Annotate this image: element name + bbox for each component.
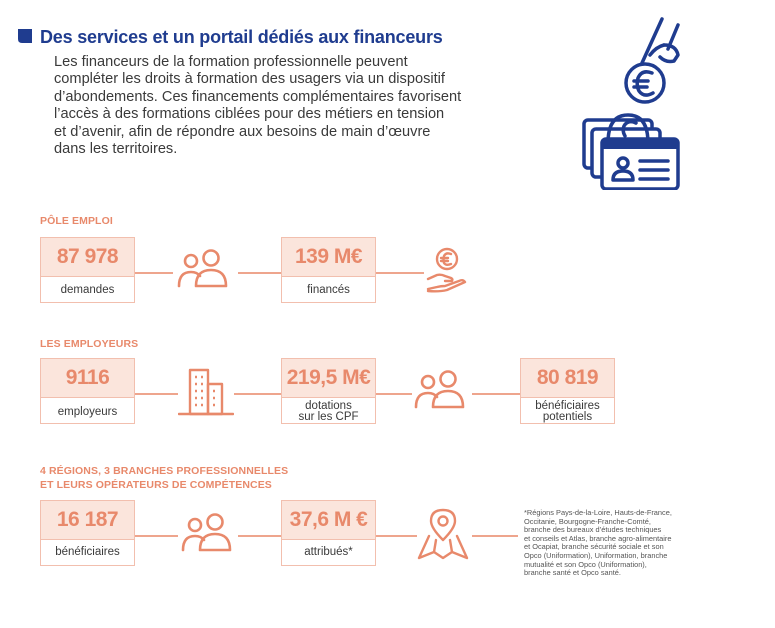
- footnote-line: *Régions Pays-de-la-Loire, Hauts-de-France,: [524, 508, 672, 517]
- footnote-line: branche des bureaux d’études techniques: [524, 525, 662, 535]
- stat-label: financés: [307, 284, 350, 296]
- stat-attribues: [281, 500, 376, 566]
- stat-label: bénéficiaires: [535, 400, 600, 412]
- connector-line: [135, 535, 178, 537]
- stat-label: sur les CPF: [298, 411, 359, 423]
- footnote-line: Opco (Uniformation), Uniformation, branche: [524, 550, 668, 560]
- intro-line: compléter les droits à formation des usagers via un dispositif: [54, 71, 445, 88]
- location-map-icon: [417, 508, 469, 560]
- section-title-regions-line2: ET LEURS OPÉRATEURS DE COMPÉTENCES: [40, 479, 272, 491]
- stat-value: 16 187: [56, 508, 119, 531]
- stat-label: dotations: [305, 400, 352, 412]
- section-title-employeurs: LES EMPLOYEURS: [40, 338, 139, 350]
- stat-label: employeurs: [57, 406, 118, 418]
- building-icon: [178, 366, 234, 416]
- intro-line: d’abondements. Ces financements complémentaires favorisent: [54, 88, 462, 105]
- connector-line: [238, 535, 281, 537]
- intro-line: et d’avenir, afin de répondre aux besoins de main d’œuvre: [54, 123, 431, 140]
- footnote-line: mutualité et son Opco (Uniformation),: [524, 559, 647, 569]
- section-title-pole-emploi: PÔLE EMPLOI: [40, 215, 113, 227]
- stat-value: 219,5 M€: [286, 366, 371, 389]
- stat-beneficiaires: [40, 500, 135, 566]
- stat-employeurs: [40, 358, 135, 424]
- connector-line: [234, 393, 281, 395]
- connector-line: [135, 272, 173, 274]
- people-icon: [176, 248, 230, 290]
- stat-value: 139 M€: [294, 245, 363, 268]
- connector-line: [376, 272, 424, 274]
- stat-value: 9116: [65, 366, 110, 389]
- footnote-line: et Ocapiat, branche sécurité sociale et son: [524, 542, 664, 552]
- section-title-regions: 4 RÉGIONS, 3 BRANCHES PROFESSIONNELLES: [40, 465, 289, 477]
- euro-hand-icon: [425, 245, 469, 293]
- stat-finances: [281, 237, 376, 303]
- stat-label: bénéficiaires: [55, 546, 120, 558]
- connector-line: [238, 272, 281, 274]
- intro-paragraph: [54, 54, 514, 158]
- connector-line: [472, 535, 518, 537]
- people-icon: [180, 512, 234, 554]
- page-title: Des services et un portail dédiés aux financeurs: [40, 27, 443, 47]
- connector-line: [376, 393, 412, 395]
- stat-label: potentiels: [542, 411, 593, 423]
- intro-line: l’accès à des formations ciblées pour des métiers en tension: [54, 106, 445, 123]
- stat-label: demandes: [60, 284, 115, 296]
- footnote-line: et conseils et Atlas, branche agro-alimentaire: [524, 533, 672, 543]
- stat-dotations: [281, 358, 376, 424]
- stat-beneficiaires-potentiels: [520, 358, 615, 424]
- stat-value: 37,6 M €: [289, 508, 368, 531]
- connector-line: [376, 535, 417, 537]
- connector-line: [135, 393, 178, 395]
- intro-line: Les financeurs de la formation professionnelle peuvent: [54, 54, 408, 70]
- stat-demandes: [40, 237, 135, 303]
- intro-line: dans les territoires.: [54, 141, 178, 158]
- people-icon: [413, 369, 467, 411]
- stat-value: 80 819: [536, 366, 599, 389]
- stat-label: attribués*: [304, 546, 353, 558]
- footnote-line: Occitanie, Bourgogne-Franche-Comté,: [524, 516, 651, 526]
- title-bullet-icon: [16, 28, 34, 44]
- connector-line: [472, 393, 520, 395]
- footnote-line: branche santé et Opco santé.: [524, 568, 621, 578]
- euro-card-icon: [578, 15, 690, 190]
- stat-value: 87 978: [56, 245, 119, 268]
- footnote: [524, 509, 724, 578]
